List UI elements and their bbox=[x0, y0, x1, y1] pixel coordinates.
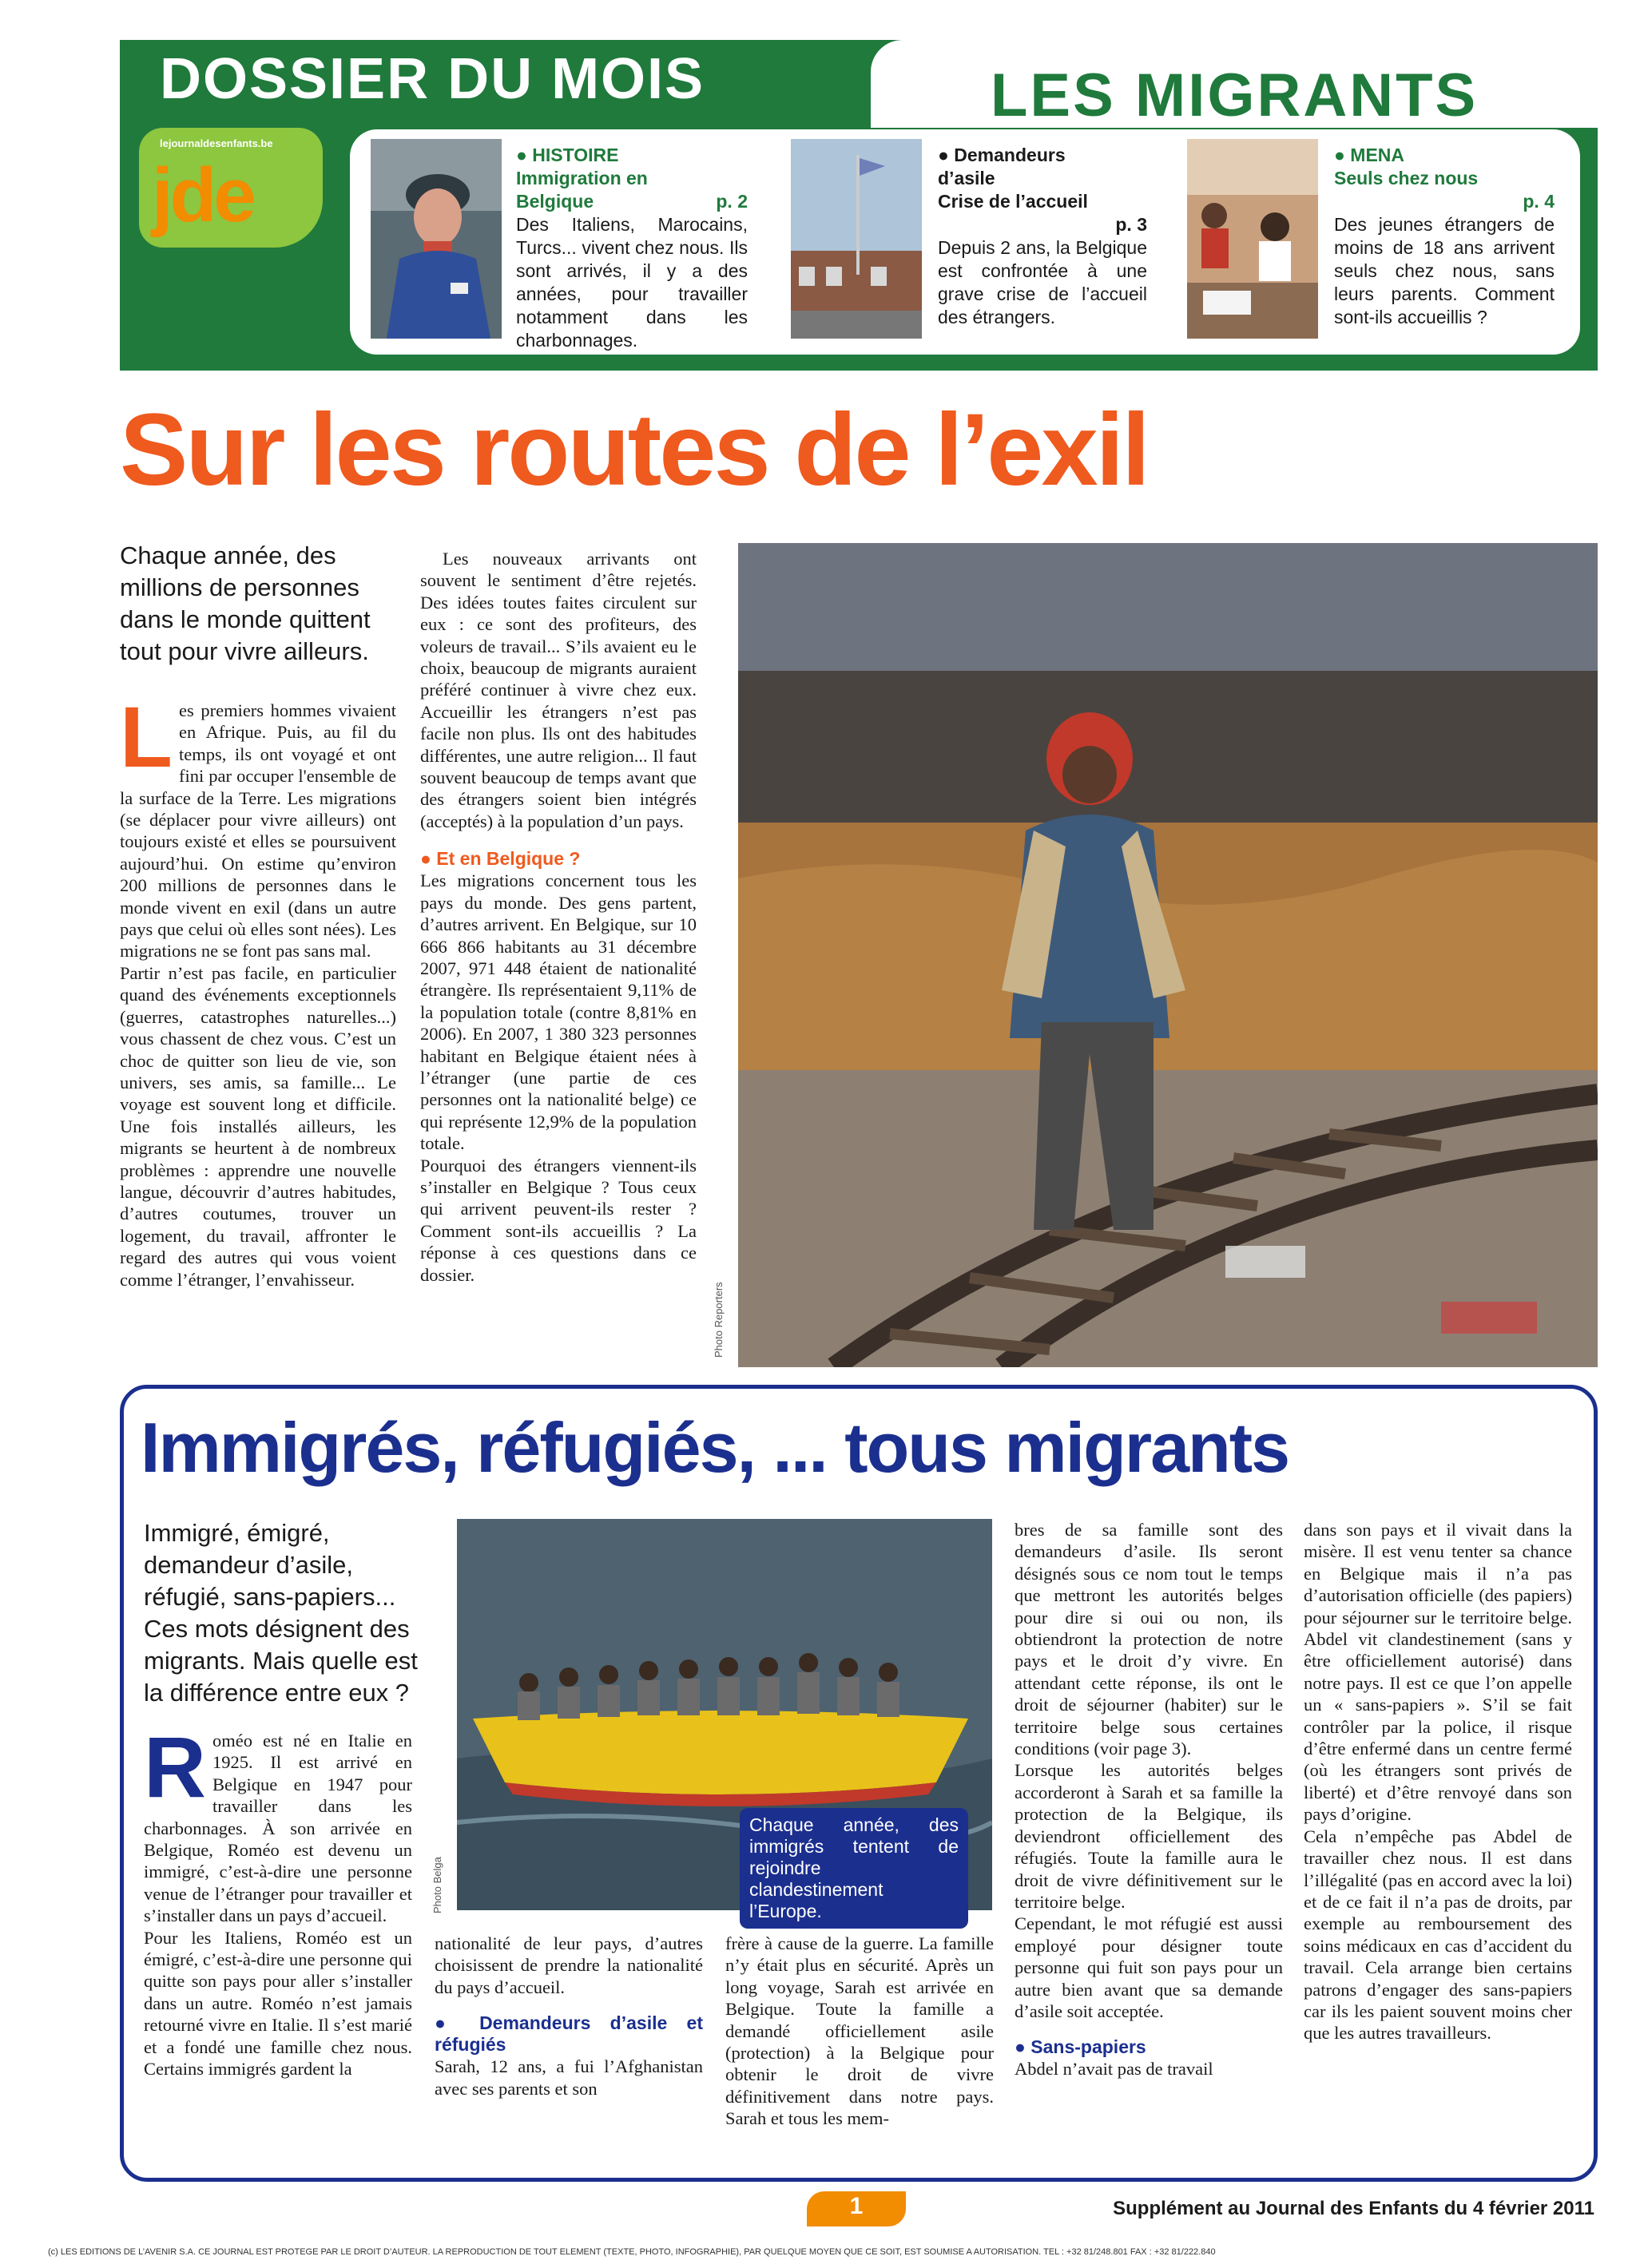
paragraph: Pourquoi des étrangers viennent-ils s’installer en Belgique ? Tous ceux qui arrivent peuvent-ils rester ? Comment sont-ils accueillis ? La réponse à ces questions dans ce dossier. bbox=[420, 1155, 697, 1285]
photo-caption: Chaque année, des immigrés tentent de rejoindre clandestinement l’Europe. bbox=[740, 1808, 968, 1929]
flag-building-photo bbox=[791, 139, 922, 339]
photo-credit: Photo Belga bbox=[431, 1857, 443, 1913]
miner-photo bbox=[371, 139, 502, 339]
article2-headline: Immigrés, réfugiés, ... tous migrants bbox=[141, 1408, 1289, 1487]
article2-column-5 bbox=[1304, 1519, 1572, 2044]
paragraph: bres de sa famille sont des demandeurs d’asile. Ils seront désignés sous ce nom tout le temps que mettront les autorités belges pour dire si oui ou non, ils obtiendront la protection de notre pays et le droit d’y vivre. En attendant cette réponse, ils ont le droit de séjourner (habiter) sur le territoire belge sous certaines conditions (voir page 3). bbox=[1015, 1520, 1283, 1759]
teaser-kicker: ● MENA bbox=[1334, 145, 1405, 165]
article-intro: Chaque année, des millions de personnes dans le monde quittent tout pour vivre ailleurs. bbox=[120, 541, 371, 665]
section-title: DOSSIER DU MOIS bbox=[160, 47, 705, 111]
paragraph: Abdel n’avait pas de travail bbox=[1015, 2059, 1213, 2080]
teaser-page: p. 4 bbox=[1523, 191, 1555, 212]
article2-intro: Immigré, émigré, demandeur d’asile, réfugié, sans-papiers... Ces mots désignent des migrants. Mais quelle est la différence entre eux ? bbox=[144, 1519, 418, 1707]
legal-notice: (c) LES EDITIONS DE L’AVENIR S.A. CE JOURNAL EST PROTEGE PAR LE DROIT D’AUTEUR. LA REPRODUCTION DE TOUT ELEMENT (TEXTE, PHOTO, INFOGRAPHIE), PAR QUELQUE MOYEN QUE CE SOIT, EST SOUMISE A AUTORISATION. TEL : +32 81/248.801 FAX : +32 81/222.840 bbox=[48, 2247, 1216, 2257]
paragraph: Les migrations concernent tous les pays du monde. Des gens partent, d’autres arrivent. En Belgique, sur 10 666 866 habitants au 31 décembre 2007, 971 448 étaient de nationalité étrangère. Ils représentaient 9,11% de la population totale (contre 8,81% en 2006). En 2007, 1 380 323 personnes habitant en Belgique étaient nées à l’étranger (une partie de ces personnes ont la nationalité belge) ce qui représente 12,9% de la population totale. bbox=[420, 870, 697, 1154]
article1-column-2 bbox=[420, 548, 697, 1286]
paragraph: dans son pays et il vivait dans la misère. Il est venu tenter sa chance en Belgique mais il n’a pas d’autorisation officielle (des papiers) pour séjourner sur le territoire belge. Abdel vit clandestinement (sans y être officiellement autorisé) dans notre pays. Il est ce que l’on appelle un « sans-papiers ». S’il se fait contrôler par la police, il risque d’être enfermé dans un centre fermé (où les étrangers sont privés de liberté) et d’être renvoyé dans son pays d’origine. bbox=[1304, 1520, 1572, 1825]
teaser-title-line: Immigration en bbox=[516, 168, 648, 188]
teaser-title-line: Belgique bbox=[516, 191, 594, 212]
paragraph: Partir n’est pas facile, en particulier quand des événements exceptionnels (guerres, catastrophes naturelles...) vous chassent de chez vous. C’est un choc de quitter son lieu de vie, son univers, ses amis, sa famille... Le voyage est souvent long et difficile. Une fois installés ailleurs, les migrants se heurtent à de nombreux problèmes : apprendre une nouvelle langue, découvrir d’autres habitudes, d’autres coutumes, trouver un logement, du travail, affronter le regard des autres qui vous voient comme l’étranger, l’envahisseur. bbox=[120, 962, 396, 1290]
paragraph: nationalité de leur pays, d’autres choisissent de prendre la nationalité du pays d’accueil. bbox=[435, 1933, 703, 1997]
subheading: ● Sans-papiers bbox=[1015, 2036, 1146, 2058]
logo-site: lejournaldesenfants.be bbox=[160, 137, 273, 149]
paragraph: Les nouveaux arrivants ont souvent le sentiment d’être rejetés. Des idées toutes faites circulent sur eux : ce sont des profiteurs, des voleurs de travail... S’ils avaient eu le choix, beaucoup de migrants auraient préféré continuer à vivre chez eux. Accueillir les étrangers n’est pas facile non plus. Ils ont des habitudes différentes, une autre religion... Il faut souvent beaucoup de temps avant que des étrangers soient bien intégrés (acceptés) à la population d’un pays. bbox=[420, 549, 697, 831]
dropcap: R bbox=[144, 1719, 206, 1815]
dropcap: L bbox=[120, 688, 173, 785]
main-headline: Sur les routes de l’exil bbox=[120, 393, 1148, 507]
teaser-page: p. 3 bbox=[1115, 214, 1147, 235]
photo-credit: Photo Reporters bbox=[713, 1282, 725, 1358]
classroom-photo bbox=[1187, 139, 1318, 339]
railway-migrant-photo bbox=[738, 543, 1598, 1367]
article2-column-1 bbox=[144, 1719, 412, 2080]
teaser-title-line: Seuls chez nous bbox=[1334, 168, 1479, 188]
subheading: ● Demandeurs d’asile et réfugiés bbox=[435, 2012, 703, 2056]
teaser-title-line: d’asile bbox=[938, 168, 995, 188]
teaser-title-line: Crise de l’accueil bbox=[938, 191, 1088, 212]
topic-title: LES MIGRANTS bbox=[991, 61, 1479, 129]
page-number: 1 bbox=[849, 2193, 864, 2219]
teaser-kicker: ● HISTOIRE bbox=[516, 145, 619, 165]
paragraph: frère à cause de la guerre. La famille n’y était plus en sécurité. Après un long voyage, Sarah est arrivée en Belgique. Toute la famille a demandé officiellement asile (protection) à la Belgique pour obtenir le droit de vivre définitivement dans notre pays. Sarah et tous les mem- bbox=[725, 1933, 994, 2129]
paragraph: Cependant, le mot réfugié est aussi employé pour désigner toute personne qui fuit son pays pour un autre bien avant que sa demande d’asile soit acceptée. bbox=[1015, 1913, 1283, 2021]
teaser-body: Des Italiens, Marocains, Turcs... vivent chez nous. Ils sont arrivés, il y a des années, pour travailler notamment dans les charbonnages. bbox=[516, 214, 748, 351]
paragraph: Sarah, 12 ans, a fui l’Afghanistan avec ses parents et son bbox=[435, 2056, 703, 2099]
logo-text: jde bbox=[152, 153, 253, 238]
teaser-kicker: ● Demandeurs bbox=[938, 145, 1066, 165]
article2-column-3 bbox=[725, 1933, 994, 2130]
article1-column-1 bbox=[120, 688, 396, 1291]
paragraph: Pour les Italiens, Roméo est un émigré, c’est-à-dire une personne qui quitte son pays pour aller s’installer dans un autre. Roméo n’est jamais retourné vivre en Italie. Il s’est marié et a fondé une famille chez nous. Certains immigrés gardent la bbox=[144, 1927, 412, 2080]
supplement-line: Supplément au Journal des Enfants du 4 février 2011 bbox=[1113, 2198, 1594, 2219]
paragraph: Cela n’empêche pas Abdel de travailler chez nous. Il est dans l’illégalité (pas en accord avec la loi) et de ce fait il n’a pas de droits, par exemple au remboursement des soins médicaux en cas d’accident du travail. Cela arrange bien certains patrons d’engager des sans-papiers car ils les paient souvent moins cher que les autres travailleurs. bbox=[1304, 1826, 1572, 2044]
article2-column-2 bbox=[435, 1933, 703, 2099]
teaser-page: p. 2 bbox=[716, 191, 748, 212]
paragraph: es premiers hommes vivaient en Afrique. Puis, au fil du temps, ils ont voyagé et ont fini par occuper l'ensemble de la surface de la Terre. Les migrations (se déplacer pour vivre ailleurs) ont toujours existé et elles se poursuivent aujourd’hui. On estime qu’environ 200 millions de personnes dans le monde vivent en exil (dans un autre pays que celui où elles sont nées). Les migrations ne se font pas sans mal. bbox=[120, 700, 396, 962]
paragraph: Lorsque les autorités belges accorderont à Sarah et sa famille la protection de la Belgique, ils deviendront officiellement des réfugiés. Toute la famille aura le droit de vivre définitivement sur le territoire belge. bbox=[1015, 1760, 1283, 1912]
subheading: ● Et en Belgique ? bbox=[420, 848, 581, 870]
teaser-body: Des jeunes étrangers de moins de 18 ans arrivent seuls chez nous, sans leurs parents. Comment sont-ils accueillis ? bbox=[1334, 214, 1555, 327]
teaser-body: Depuis 2 ans, la Belgique est confrontée à une grave crise de l’accueil des étrangers. bbox=[938, 237, 1147, 327]
article2-column-4 bbox=[1015, 1519, 1283, 2080]
paragraph: oméo est né en Italie en 1925. Il est arrivé en Belgique en 1947 pour travailler dans les charbonnages. À son arrivée en Belgique, Roméo est devenu un immigré, c’est-à-dire une personne venue de l’étranger pour travailler et s’installer dans un pays d’accueil. bbox=[144, 1731, 412, 1926]
